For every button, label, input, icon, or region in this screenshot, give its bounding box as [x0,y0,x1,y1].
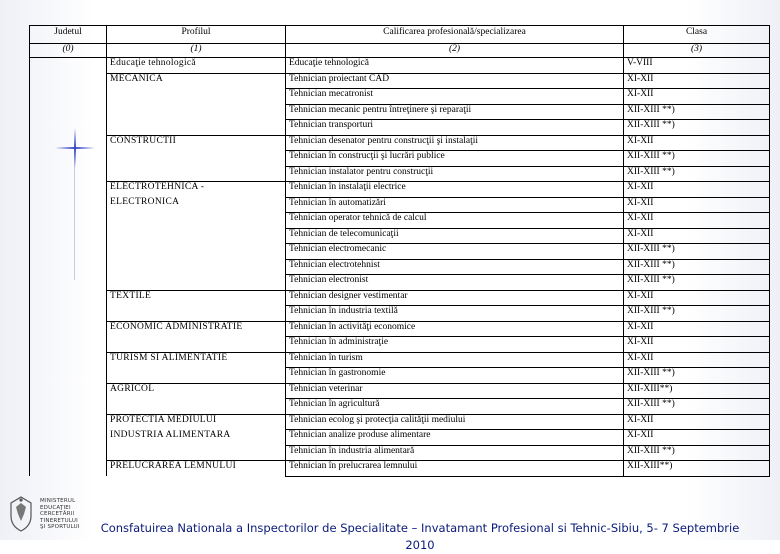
cell-calificare: Tehnician în instalaţii electrice [286,182,624,198]
header-clasa: Clasa [624,26,770,44]
cell-calificare: Tehnician în administraţie [286,337,624,353]
footer-line-1: Consfatuirea Nationala a Inspectorilor de Specialitate – Invatamant Profesional si Tehnic-Sibiu, 5- 7 Septembrie [100,521,740,535]
cell-calificare: Tehnician în construcţii şi lucrări publice [286,151,624,167]
cell-calificare: Tehnician în turism [286,352,624,368]
cell-judetul [30,306,107,322]
cell-profil [107,166,286,182]
table-row [30,445,770,461]
cell-calificare: Tehnician electronist [286,275,624,291]
cell-profil: AGRICOL [107,383,286,399]
logo-line: ŞI SPORTULUI [40,524,80,531]
cell-profil [107,228,286,244]
cell-profil [107,104,286,120]
cell-profil [107,151,286,167]
table-row [30,151,770,167]
cell-profil: PRELUCRAREA LEMNULUI [107,461,286,477]
cell-judetul [30,383,107,399]
table-row [30,73,770,89]
cell-clasa: XII-XIII **) [624,166,770,182]
cell-clasa: XI-XII [624,182,770,198]
table-index-row [30,44,770,58]
cell-calificare: Tehnician în agricultură [286,399,624,415]
table-row [30,197,770,213]
cell-profil [107,120,286,136]
cell-calificare: Tehnician desenator pentru construcţii şi instalaţii [286,135,624,151]
table-row [30,182,770,198]
cell-profil: PROTECTIA MEDIULUI [107,414,286,430]
cell-clasa: XI-XII [624,197,770,213]
cell-clasa: XI-XII [624,73,770,89]
index-0: (0) [30,44,107,58]
cell-clasa: XII-XIII **) [624,244,770,260]
cell-profil: MECANICA [107,73,286,89]
table-row [30,120,770,136]
cell-judetul [30,197,107,213]
cell-judetul [30,321,107,337]
table-row [30,259,770,275]
table-row [30,352,770,368]
table-row [30,89,770,105]
cell-profil [107,368,286,384]
cell-profil: INDUSTRIA ALIMENTARĂ [107,430,286,446]
cell-profil: ELECTROTEHNICA - [107,182,286,198]
cell-judetul [30,337,107,353]
index-2: (2) [286,44,624,58]
cell-judetul [30,368,107,384]
cell-clasa: XII-XIII **) [624,306,770,322]
cell-calificare: Tehnician designer vestimentar [286,290,624,306]
table-body [30,58,770,477]
coat-of-arms-icon [6,494,36,534]
cell-profil [107,244,286,260]
cell-clasa: XII-XIII **) [624,275,770,291]
cell-judetul [30,461,107,477]
cell-calificare: Tehnician în activităţi economice [286,321,624,337]
cell-calificare: Tehnician în gastronomie [286,368,624,384]
cell-calificare: Tehnician instalator pentru construcţii [286,166,624,182]
cell-judetul [30,414,107,430]
cell-judetul [30,120,107,136]
header-profilul: Profilul [107,26,286,44]
cell-clasa: XII-XIII **) [624,151,770,167]
table-row [30,228,770,244]
cell-judetul [30,275,107,291]
cell-profil [107,259,286,275]
table-row [30,461,770,477]
table-row [30,58,770,74]
cell-judetul [30,182,107,198]
cell-profil [107,89,286,105]
index-1: (1) [107,44,286,58]
cell-judetul [30,213,107,229]
cell-profil: CONSTRUCTII [107,135,286,151]
table-row [30,104,770,120]
cell-clasa: XII-XIII**) [624,461,770,477]
cell-calificare: Tehnician transporturi [286,120,624,136]
table-row [30,275,770,291]
footer-line-2: 2010 [405,538,435,552]
cell-judetul [30,399,107,415]
cell-clasa: XII-XIII **) [624,259,770,275]
cell-profil [107,213,286,229]
logo-line: CERCETĂRII [40,511,75,518]
cell-profil: TEXTILE [107,290,286,306]
cell-judetul [30,445,107,461]
logo-line: EDUCAŢIEI [40,504,71,511]
cell-calificare: Tehnician mecanic pentru întreţinere şi reparaţii [286,104,624,120]
cell-judetul [30,89,107,105]
table-row [30,337,770,353]
cell-clasa: XI-XII [624,352,770,368]
table-row [30,306,770,322]
logo-line: MINISTERUL [40,498,76,504]
cell-clasa: XII-XIII**) [624,383,770,399]
cell-profil: ECONOMIC ADMINISTRATIE [107,321,286,337]
cell-calificare: Educaţie tehnologică [286,58,624,74]
cell-calificare: Tehnician de telecomunicaţii [286,228,624,244]
cell-profil [107,275,286,291]
header-calificarea: Calificarea profesională/specializarea [286,26,624,44]
cell-judetul [30,73,107,89]
cell-calificare: Tehnician în prelucrarea lemnului [286,461,624,477]
cell-clasa: XI-XII [624,321,770,337]
cell-clasa: XII-XIII **) [624,120,770,136]
table-row [30,368,770,384]
cell-profil: ELECTRONICA [107,197,286,213]
cell-judetul [30,228,107,244]
cell-clasa: XI-XII [624,414,770,430]
cell-judetul [30,135,107,151]
table-row [30,383,770,399]
table-row [30,135,770,151]
cell-calificare: Tehnician în industria alimentară [286,445,624,461]
cell-judetul [30,151,107,167]
cell-clasa: XI-XII [624,135,770,151]
table-row [30,430,770,446]
table-row [30,166,770,182]
cell-judetul [30,290,107,306]
cell-clasa: V-VIII [624,58,770,74]
cell-profil: TURISM SI ALIMENTATIE [107,352,286,368]
ministry-logo [6,494,94,540]
table-row [30,399,770,415]
logo-text [40,498,80,531]
cell-judetul [30,104,107,120]
cell-clasa: XI-XII [624,89,770,105]
cell-judetul [30,352,107,368]
table-row [30,414,770,430]
header-judetul: Judetul [30,26,107,44]
cell-judetul [30,244,107,260]
cell-clasa: XI-XII [624,213,770,229]
cell-calificare: Tehnician electromecanic [286,244,624,260]
qualifications-table [29,25,770,477]
table-row [30,321,770,337]
cell-clasa: XI-XII [624,290,770,306]
cell-clasa: XI-XII [624,337,770,353]
table-header-row [30,26,770,44]
cell-profil: Educaţie tehnologică [107,58,286,74]
cell-judetul [30,166,107,182]
cell-calificare: Tehnician proiectant CAD [286,73,624,89]
cell-clasa: XII-XIII **) [624,104,770,120]
cell-judetul [30,259,107,275]
cell-judetul [30,58,107,74]
table-row [30,213,770,229]
cell-profil [107,399,286,415]
cell-clasa: XI-XII [624,430,770,446]
cell-profil [107,445,286,461]
cell-profil [107,306,286,322]
index-3: (3) [624,44,770,58]
cell-profil [107,337,286,353]
cell-clasa: XII-XIII **) [624,368,770,384]
table-row [30,244,770,260]
cell-calificare: Tehnician veterinar [286,383,624,399]
footer-caption [100,520,740,554]
logo-line: TINERETULUI [40,517,78,524]
cell-calificare: Tehnician în automatizări [286,197,624,213]
cell-clasa: XII-XIII **) [624,399,770,415]
cell-calificare: Tehnician electrotehnist [286,259,624,275]
cell-calificare: Tehnician ecolog şi protecţia calităţii mediului [286,414,624,430]
cell-calificare: Tehnician operator tehnică de calcul [286,213,624,229]
cell-calificare: Tehnician în industria textilă [286,306,624,322]
table-row [30,290,770,306]
cell-clasa: XII-XIII **) [624,445,770,461]
cell-calificare: Tehnician mecatronist [286,89,624,105]
cell-judetul [30,430,107,446]
cell-calificare: Tehnician analize produse alimentare [286,430,624,446]
cell-clasa: XI-XII [624,228,770,244]
